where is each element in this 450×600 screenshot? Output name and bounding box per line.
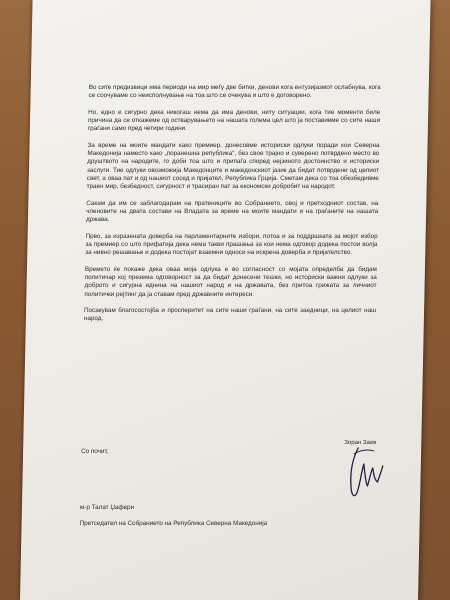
signatory-name: Зоран Заев — [344, 440, 377, 446]
paragraph: За време на моите мандати како премиер, донесовме историски одлуки поради кои Северна Македонија наместо како „поранешна република“, без свое трајно и суверено потврдено место во друштвото на народите, го доби тоа што и припаѓа според нејзиното достоинство и историски заслуги. Тие одлуки овозможија Македонците и македонскиот јазик да бидат потврдени од целиот свет, а оваа пат и од нашиот сосед и пријател, Република Грција. Сметам дека со тоа обезбедивме траен мир, безбедност, сигурност и трасиран пат за економски добробит на народот. — [86, 142, 380, 191]
recipient-title: Претседател на Собранието на Република Северна Македонија — [79, 520, 268, 527]
paragraph: Прво, за изразената доверба на парламентарните избори, потоа и за поддршката за мојот избор за премиер со што прифатија дека нема такви прашања за кои нема одговор додека постои волја за нивно решавање и додека постојат взаемни односи на искрена доверба и пријателство. — [85, 232, 378, 257]
paragraph: Сакам да им се заблагодарам на пратениците во Собранието, овој и претходниот состав, на членовите на двата состави на Владата за време на моите мандати и на граѓаните на нашата држава. — [85, 199, 379, 224]
paragraph: Времето ќе покаже дека оваа моја одлука е во согласност со мојата определба да бидам политичар кој презема одговорност за да бидат донесени тешки, но историски важни одлуки за доброто и сигурна иднина на нашиот народ и на државата, без притоа грижата за личниот политички рејтинг да ја ставам пред државните интереси. — [84, 265, 377, 298]
paragraph: Но, едно е сигурно дека никогаш нема да има денови, ниту ситуации, кога тие моменти биле причина да се откажеме од остварувањето на нашата голема цел што ја поставивме со сите наши граѓани само пред четири години. — [87, 108, 381, 133]
recipient-name: м-р Талат Џафери — [79, 504, 135, 511]
paragraph: Во сите предизвици има периоди на мир меѓу две битки, денови кога ентузијазмот ослабнува, кога се соочуваме со неисполнување на тоа што се очекува и што е договорено. — [88, 84, 381, 100]
paragraph: Посакувам благосостојба и просперитет на сите наши граѓани, на сите заедници, на целиот наш народ. — [83, 307, 377, 323]
closing-salutation: Со почит, — [81, 448, 109, 455]
letter-body — [84, 84, 381, 332]
letter-sheet — [20, 0, 431, 600]
handwritten-signature — [337, 440, 388, 504]
